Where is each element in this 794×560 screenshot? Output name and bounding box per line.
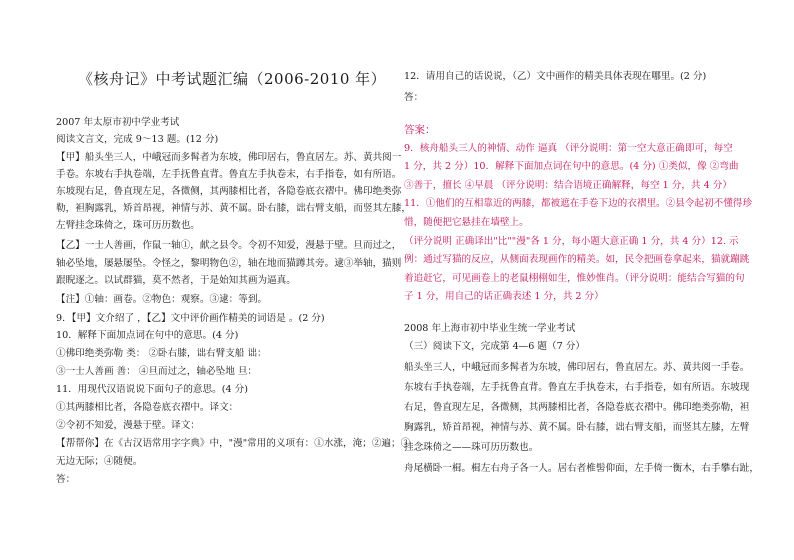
help-note: 【帮帮你】在《古汉语常用字字典》中，"漫"常用的义项有：①水涨，淹；②遍；③ [56,438,411,449]
answer-line: 1 分，共 2 分）10．解释下面加点词在句中的意思。(4 分) ①类似，像 ②弯曲 [404,161,739,172]
exam-heading-2008: 2008 年上海市初中毕业生统一学业考试 [404,323,576,334]
exam-heading-2007: 2007 年太原市初中学业考试 [56,117,180,128]
passage-line: 右足，鲁直现左足，各微侧，其两膝相比者，各隐卷底衣褶中。佛印绝类弥勒，袒 [404,402,750,413]
passage-yi-line: 轴必坠地，屡悬屡坠。令怪之，黎明物色②，轴在地而猫蹲其旁。逮③举轴，猫则 [56,258,402,269]
answer-line: 着追赶它，可见画卷上的老鼠栩栩如生，惟妙惟肖。（评分说明：能结合写猫的句 [404,273,745,284]
answer-line: （评分说明 正确译出"比""漫"各 1 分，每小题大意正确 1 分，共 4 分）12. 示 [404,236,739,247]
question-10-items: ③一士人善画 善： ④旦而过之，轴必坠地 旦： [56,366,258,377]
question-12: 12．请用自己的话说说，（乙）文中画作的精美具体表现在哪里。(2 分) [404,71,707,82]
passage-line: 舟尾横卧一楫。楫左右舟子各一人。居右者椎髻仰面，左手倚一衡木，右手攀右趾， [404,463,759,474]
question-10-items: ①佛印绝类弥勒 类： ②卧右膝，诎右臂支船 诎： [56,348,267,359]
passage-jia-line: 手卷。东坡右手执卷端，左手抚鲁直背。鲁直左手执卷末，右手指卷，如有所语。 [56,169,402,180]
answer-line: 例：通过写猫的反应，从侧面表现画作的精美。如，民令把画卷拿起来，猫就蹦跳 [404,254,750,265]
question-11: 11．用现代汉语说说下面句子的意思。(4 分) [56,384,248,395]
help-note: 无边无际；④随便。 [56,456,143,467]
answer-prompt: 答： [404,92,424,103]
passage-line: 挂念珠倚之——珠可历历数也。 [404,442,539,453]
passage-line: 胸露乳，矫首昂视，神情与苏、黄不属。卧右膝，诎右臂支船，而竖其左膝，左臂 [404,422,750,433]
passage-jia-line: 东坡现右足，鲁直现左足，各微侧，其两膝相比者，各隐卷底衣褶中。佛印绝类弥 [56,186,402,197]
passage-yi-line: 【乙】一士人善画，作鼠一轴①，献之县令。令初不知爱，漫悬于壁。旦而过之， [56,240,402,251]
document-title: 《核舟记》中考试题汇编（2006-2010 年） [78,70,387,88]
answer-prompt: 答： [56,474,76,485]
passage-jia-line: 左臂挂念珠倚之，珠可历历数也。 [56,220,200,231]
answers-heading: 答案： [404,124,436,136]
passage-line: 船头坐三人，中峨冠而多髯者为东坡，佛印居右，鲁直居左。苏、黄共阅一手卷。 [404,362,750,373]
instruction-line: （三）阅读下文，完成第 4—6 题（7 分） [404,341,585,352]
passage-line: 东坡右手执卷端，左手抚鲁直背。鲁直左手执卷末，右手指卷，如有所语。东坡现 [404,382,750,393]
question-11-item: ②令初不知爱，漫悬于壁。译文： [56,420,200,431]
instruction-line: 阅读文言文，完成 9～13 题。(12 分) [56,134,219,145]
answer-line: ③善于，擅长 ④早晨 （评分说明：结合语境正确解释，每空 1 分，共 4 分） [404,180,732,191]
question-9: 9．【甲】文介绍了 ，【乙】文中评价画作精美的词语是 。(2 分) [56,313,325,324]
passage-jia-line: 勒，袒胸露乳，矫首昂视，神情与苏、黄不属。卧右膝，诎右臂支船，而竖其左膝， [56,203,411,214]
question-11-item: ①其两膝相比者，各隐卷底衣褶中。译文： [56,402,239,413]
answer-line: 子 1 分，用自己的话正确表述 1 分，共 2 分） [404,291,604,302]
passage-jia-line: 【甲】船头坐三人，中峨冠而多髯者为东坡，佛印居右，鲁直居左。苏、黄共阅一 [56,152,402,163]
question-10: 10．解释下面加点词在句中的意思。(4 分) [56,330,239,341]
answer-line: 惜，随便把它悬挂在墙壁上。 [404,217,529,228]
passage-yi-line: 跟睨逐之。以试群猫，莫不然者，于是始知其画为逼真。 [56,275,296,286]
answer-line: 9．核舟船头三人的神情、动作 逼真 （评分说明：第一空大意正确即可，每空 [404,143,733,154]
answer-line: 11．①他们的互相靠近的两膝，都被遮在手卷下边的衣褶里。②县令起初不懂得珍 [404,198,752,209]
notes-line: 【注】①轴：画卷。②物色：观察。③逮：等到。 [56,294,268,305]
